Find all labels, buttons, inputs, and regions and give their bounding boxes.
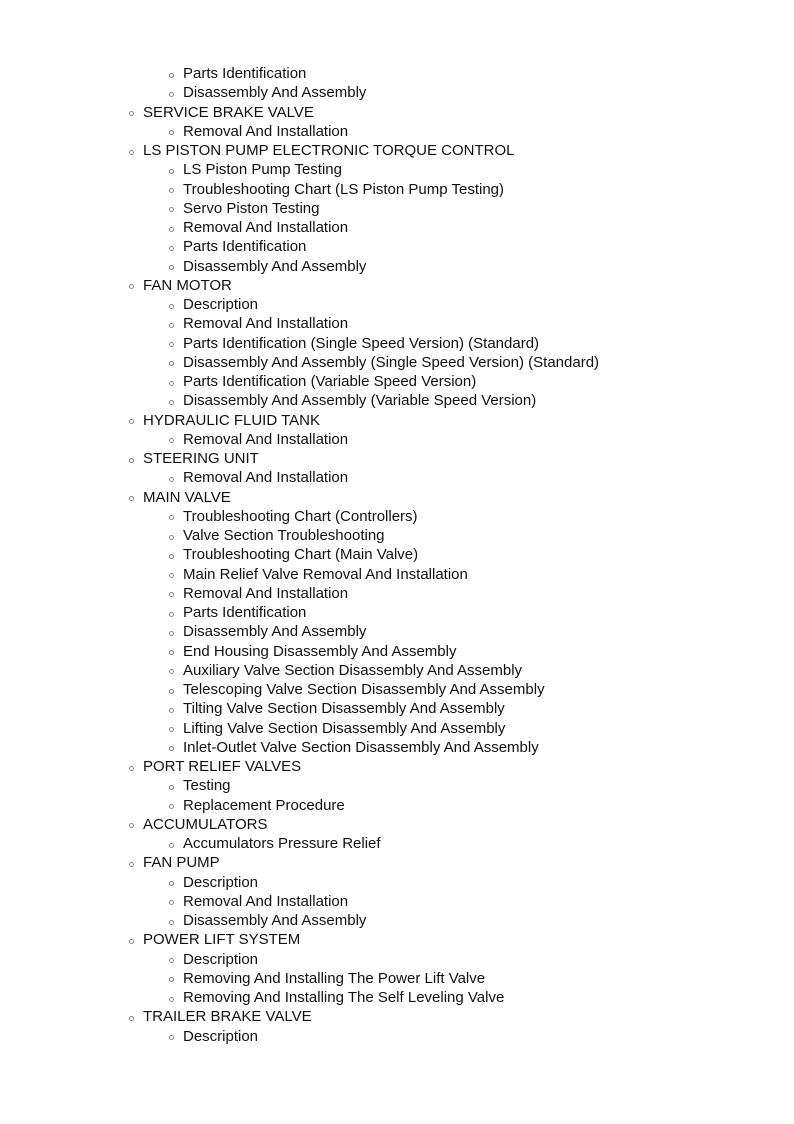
bullet-icon: [169, 477, 174, 482]
toc-subsection: [0, 353, 794, 372]
toc-entry-text: Parts Identification (Single Speed Version) (Standard): [183, 334, 540, 352]
toc-entry-text: Removal And Installation: [183, 584, 349, 602]
bullet-icon: [129, 458, 134, 463]
toc-subsection: [0, 314, 794, 333]
toc-entry-text: Disassembly And Assembly: [183, 912, 367, 929]
toc-section: [0, 488, 794, 507]
toc-entry-text: MAIN VALVE: [143, 488, 231, 506]
toc-section: [0, 853, 794, 872]
toc-entry-text: Disassembly And Assembly (Variable Speed Version): [183, 392, 537, 410]
toc-entry-text: Main Relief Valve Removal And Installation: [183, 565, 468, 583]
bullet-icon: [169, 573, 174, 578]
bullet-icon: [129, 823, 134, 828]
toc-entry-text: FAN MOTOR: [143, 276, 232, 294]
toc-entry-text: Removal And Installation: [183, 892, 349, 910]
toc-subsection: [0, 64, 794, 83]
bullet-icon: [169, 304, 174, 309]
bullet-icon: [169, 246, 174, 251]
bullet-icon: [129, 1016, 134, 1021]
toc-entry-text: POWER LIFT SYSTEM: [143, 931, 301, 949]
toc-subsection: [0, 892, 794, 911]
toc-subsection: [0, 950, 794, 969]
toc-subsection: [0, 642, 794, 661]
toc-subsection: [0, 584, 794, 603]
toc-entry-text: Description: [183, 950, 259, 968]
toc-subsection: [0, 507, 794, 526]
toc-entry-text: Servo Piston Testing: [183, 199, 320, 217]
toc-section: [0, 411, 794, 430]
table-of-contents: [0, 64, 794, 1046]
toc-entry-text: STEERING UNIT: [143, 450, 259, 467]
toc-entry-text: Tilting Valve Section Disassembly And Assembly: [183, 700, 505, 718]
toc-entry-text: Testing: [183, 777, 231, 795]
bullet-icon: [169, 689, 174, 694]
toc-subsection: [0, 372, 794, 391]
bullet-icon: [129, 766, 134, 771]
bullet-icon: [129, 419, 134, 424]
toc-subsection: [0, 468, 794, 487]
toc-entry-text: Parts Identification: [183, 604, 307, 621]
bullet-icon: [169, 400, 174, 405]
bullet-icon: [169, 342, 174, 347]
bullet-icon: [169, 188, 174, 193]
bullet-icon: [169, 900, 174, 905]
toc-subsection: [0, 257, 794, 276]
bullet-icon: [169, 554, 174, 559]
bullet-icon: [169, 1035, 174, 1040]
toc-subsection: [0, 719, 794, 738]
toc-entry-text: Inlet-Outlet Valve Section Disassembly And Assembly: [183, 738, 539, 756]
toc-entry-text: FAN PUMP: [143, 854, 220, 872]
toc-entry-text: Description: [183, 873, 259, 891]
toc-subsection: [0, 199, 794, 218]
toc-subsection: [0, 430, 794, 449]
toc-subsection: [0, 873, 794, 892]
toc-subsection: [0, 565, 794, 584]
bullet-icon: [169, 323, 174, 328]
toc-entry-text: Disassembly And Assembly: [183, 623, 367, 641]
bullet-icon: [169, 535, 174, 540]
toc-subsection: [0, 122, 794, 141]
toc-entry-text: LS Piston Pump Testing: [183, 161, 342, 179]
toc-entry-text: Troubleshooting Chart (Controllers): [183, 507, 418, 525]
toc-entry-text: Disassembly And Assembly: [183, 84, 367, 102]
toc-entry-text: Parts Identification (Variable Speed Version): [183, 373, 477, 390]
toc-section: [0, 103, 794, 122]
toc-entry-text: Description: [183, 296, 259, 313]
toc-section: [0, 276, 794, 295]
toc-entry-text: Description: [183, 1027, 259, 1045]
toc-entry-text: PORT RELIEF VALVES: [143, 758, 302, 775]
bullet-icon: [129, 939, 134, 944]
bullet-icon: [169, 169, 174, 174]
bullet-icon: [169, 515, 174, 520]
toc-subsection: [0, 1027, 794, 1046]
bullet-icon: [169, 631, 174, 636]
bullet-icon: [169, 977, 174, 982]
toc-subsection: [0, 796, 794, 815]
bullet-icon: [169, 958, 174, 963]
toc-subsection: [0, 526, 794, 545]
toc-section: [0, 1007, 794, 1026]
toc-entry-text: Troubleshooting Chart (Main Valve): [183, 546, 419, 564]
bullet-icon: [169, 785, 174, 790]
toc-subsection: [0, 776, 794, 795]
toc-entry-text: Disassembly And Assembly: [183, 257, 367, 275]
bullet-icon: [169, 708, 174, 713]
toc-entry-text: Disassembly And Assembly (Single Speed Version) (Standard): [183, 353, 600, 371]
toc-entry-text: SERVICE BRAKE VALVE: [143, 103, 314, 121]
bullet-icon: [169, 650, 174, 655]
toc-subsection: [0, 622, 794, 641]
bullet-icon: [129, 150, 134, 155]
toc-subsection: [0, 603, 794, 622]
toc-subsection: [0, 237, 794, 256]
toc-section: [0, 141, 794, 160]
toc-entry-text: Telescoping Valve Section Disassembly And Assembly: [183, 681, 545, 698]
bullet-icon: [169, 73, 174, 78]
toc-entry-text: Parts Identification: [183, 65, 307, 82]
toc-entry-text: Removing And Installing The Power Lift Valve: [183, 969, 486, 987]
toc-subsection: [0, 83, 794, 102]
bullet-icon: [169, 920, 174, 925]
toc-entry-text: Auxiliary Valve Section Disassembly And Assembly: [183, 661, 523, 679]
bullet-icon: [169, 612, 174, 617]
bullet-icon: [129, 496, 134, 501]
toc-subsection: [0, 218, 794, 237]
toc-entry-text: Removal And Installation: [183, 219, 349, 236]
bullet-icon: [169, 592, 174, 597]
toc-entry-text: Accumulators Pressure Relief: [183, 835, 381, 852]
toc-subsection: [0, 738, 794, 757]
toc-subsection: [0, 969, 794, 988]
toc-entry-text: Removal And Installation: [183, 122, 349, 140]
bullet-icon: [169, 669, 174, 674]
bullet-icon: [169, 381, 174, 386]
toc-entry-text: Troubleshooting Chart (LS Piston Pump Testing): [183, 180, 504, 198]
toc-entry-text: Lifting Valve Section Disassembly And Assembly: [183, 719, 506, 737]
bullet-icon: [169, 265, 174, 270]
toc-entry-text: End Housing Disassembly And Assembly: [183, 642, 457, 660]
toc-subsection: [0, 911, 794, 930]
toc-entry-text: Removal And Installation: [183, 430, 349, 448]
bullet-icon: [169, 746, 174, 751]
toc-entry-text: HYDRAULIC FLUID TANK: [143, 411, 320, 429]
toc-entry-text: ACCUMULATORS: [143, 815, 268, 833]
toc-section: [0, 815, 794, 834]
toc-subsection: [0, 699, 794, 718]
toc-subsection: [0, 391, 794, 410]
bullet-icon: [169, 92, 174, 97]
toc-subsection: [0, 160, 794, 179]
toc-entry-text: LS PISTON PUMP ELECTRONIC TORQUE CONTROL: [143, 142, 515, 159]
toc-entry-text: Removing And Installing The Self Leveling Valve: [183, 989, 505, 1006]
toc-entry-text: Replacement Procedure: [183, 796, 345, 814]
bullet-icon: [169, 130, 174, 135]
toc-subsection: [0, 295, 794, 314]
bullet-icon: [169, 227, 174, 232]
bullet-icon: [169, 881, 174, 886]
bullet-icon: [169, 207, 174, 212]
toc-section: [0, 449, 794, 468]
bullet-icon: [169, 804, 174, 809]
toc-section: [0, 930, 794, 949]
toc-subsection: [0, 545, 794, 564]
toc-subsection: [0, 680, 794, 699]
toc-subsection: [0, 988, 794, 1007]
bullet-icon: [169, 727, 174, 732]
bullet-icon: [169, 438, 174, 443]
toc-entry-text: Valve Section Troubleshooting: [183, 527, 385, 544]
toc-subsection: [0, 834, 794, 853]
toc-subsection: [0, 180, 794, 199]
bullet-icon: [129, 111, 134, 116]
bullet-icon: [169, 997, 174, 1002]
toc-subsection: [0, 334, 794, 353]
toc-entry-text: TRAILER BRAKE VALVE: [143, 1008, 312, 1026]
toc-entry-text: Parts Identification: [183, 238, 307, 256]
bullet-icon: [169, 361, 174, 366]
toc-section: [0, 757, 794, 776]
toc-entry-text: Removal And Installation: [183, 315, 349, 333]
toc-entry-text: Removal And Installation: [183, 469, 349, 487]
bullet-icon: [129, 862, 134, 867]
bullet-icon: [169, 843, 174, 848]
bullet-icon: [129, 284, 134, 289]
toc-subsection: [0, 661, 794, 680]
